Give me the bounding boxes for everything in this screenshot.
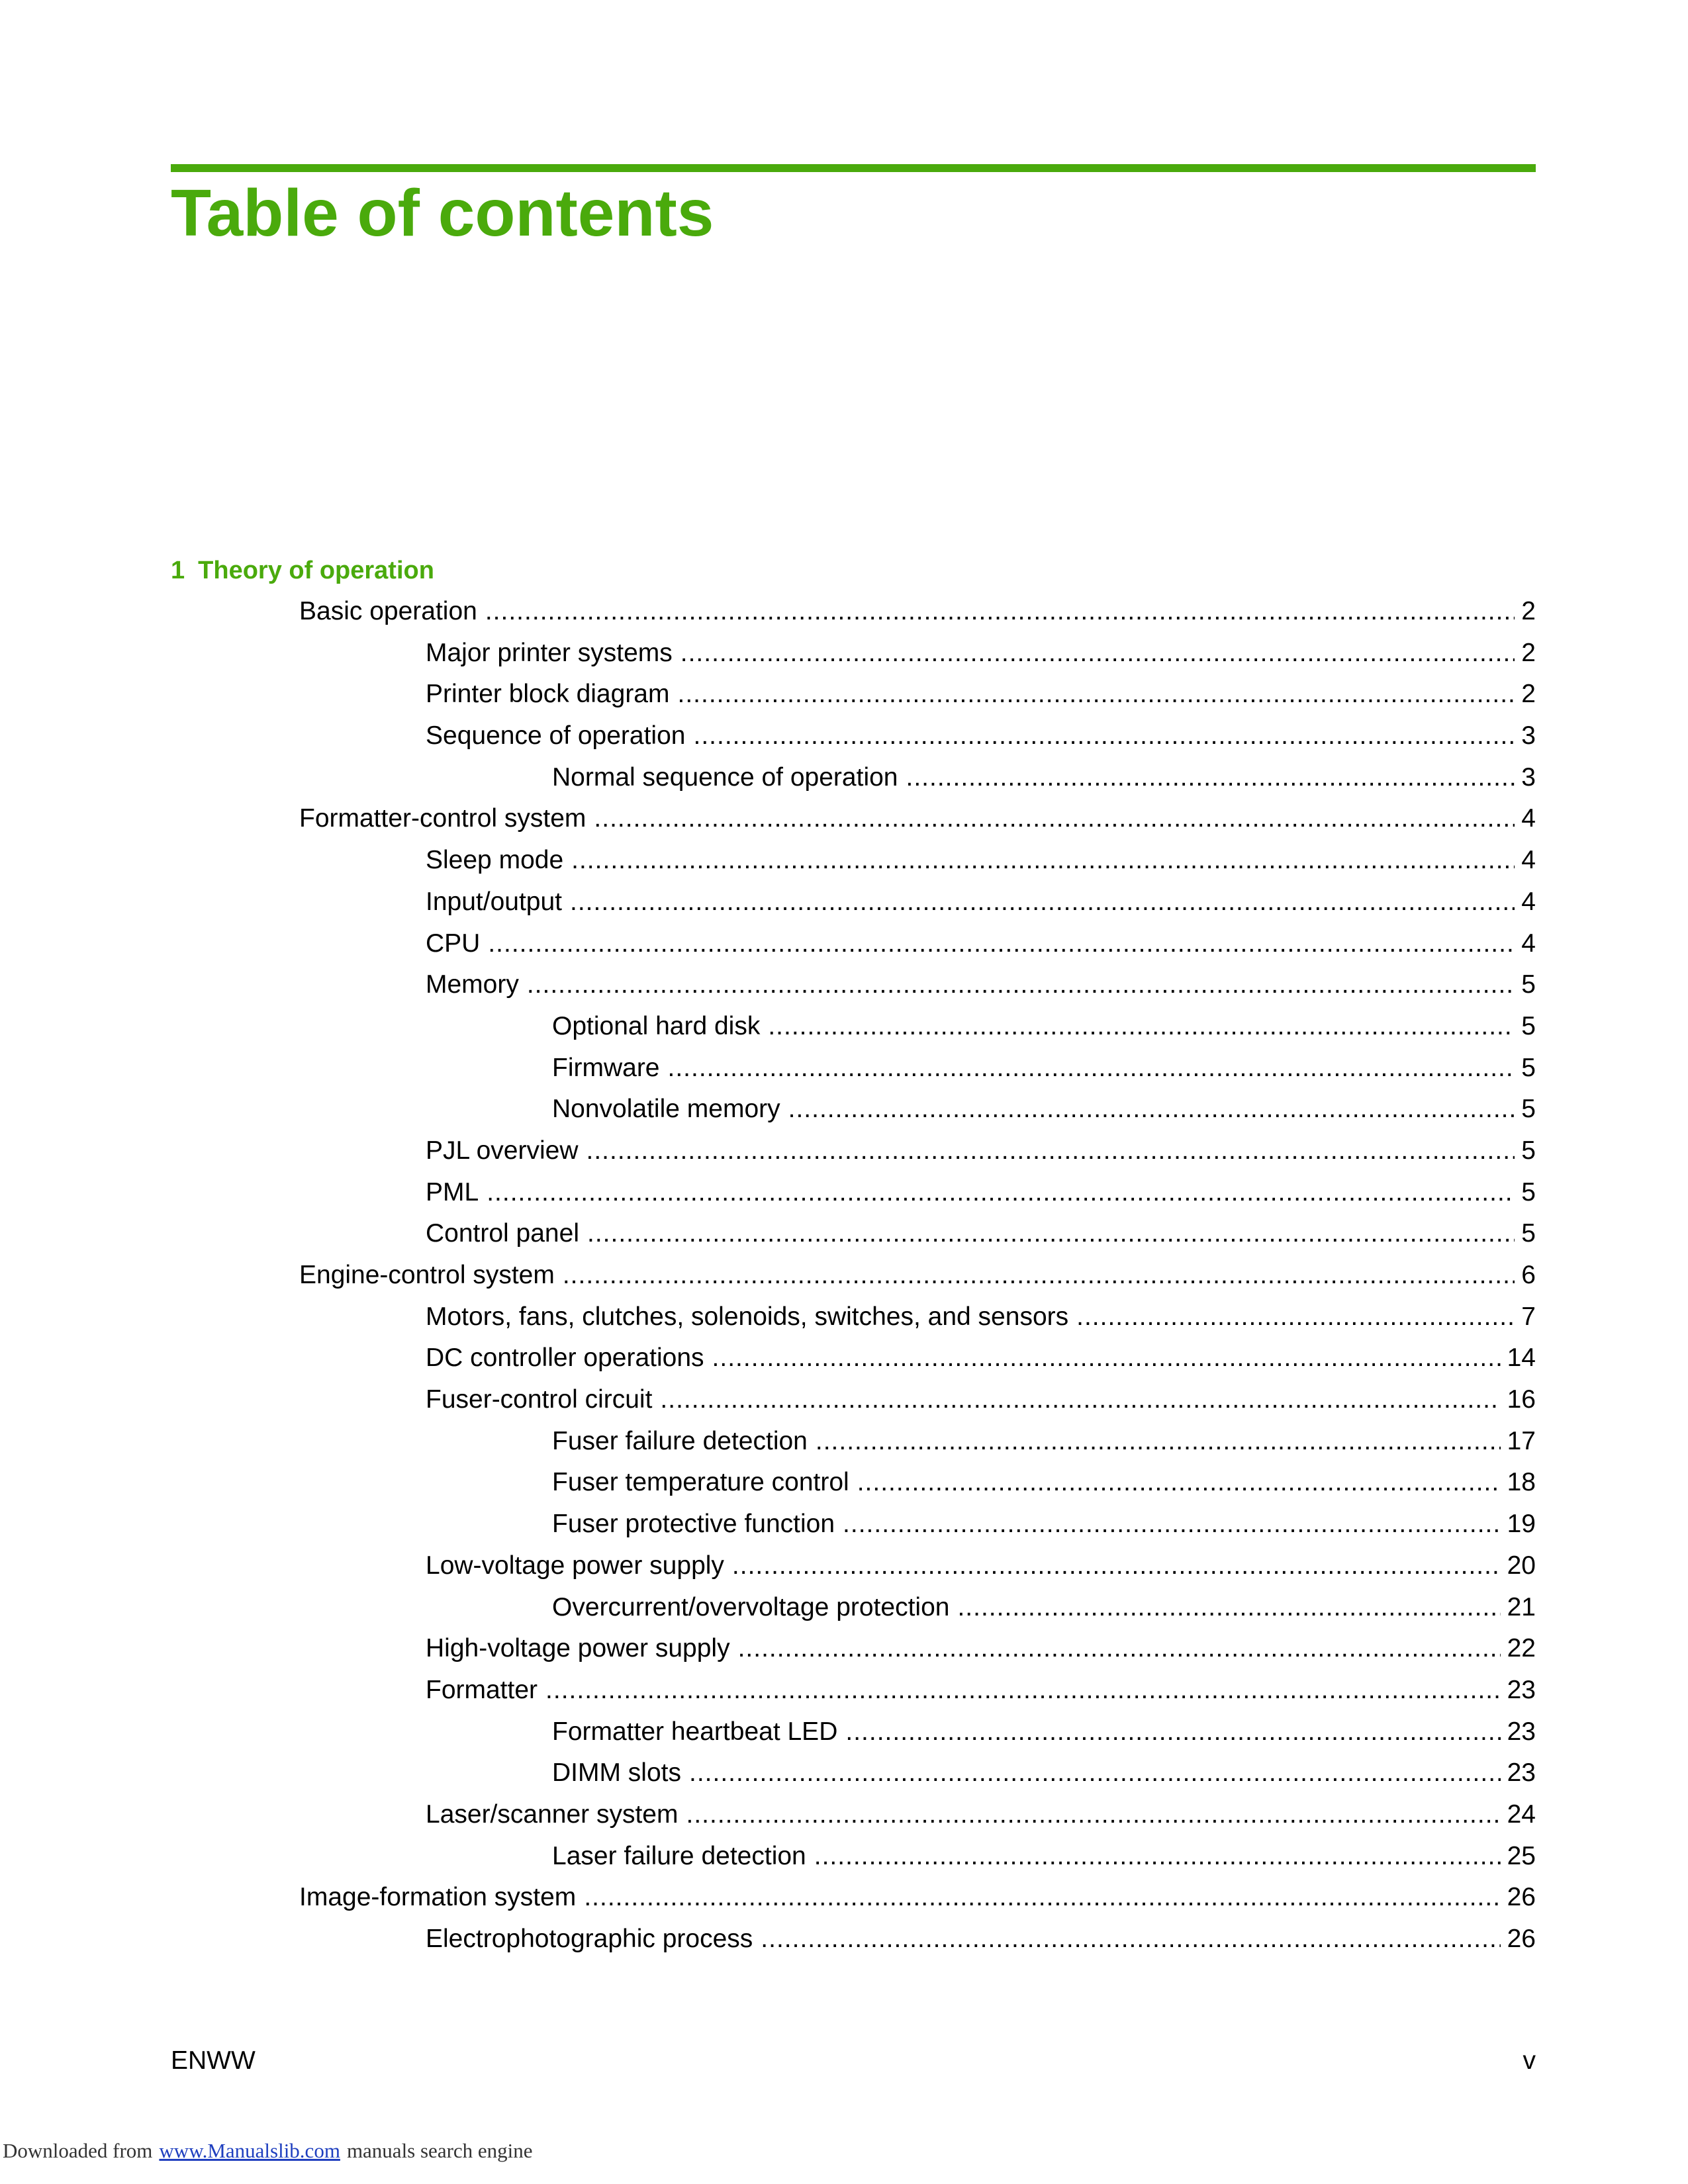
toc-entry-label: Nonvolatile memory <box>552 1095 780 1124</box>
toc-dot-leader <box>768 1009 1515 1044</box>
toc-dot-leader <box>594 801 1515 836</box>
toc-entry-label: Firmware <box>552 1053 660 1082</box>
toc-dot-leader <box>738 1631 1501 1666</box>
toc-entry-page: 3 <box>1521 762 1536 792</box>
toc-entry-page: 16 <box>1507 1385 1536 1414</box>
toc-entry[interactable] <box>0 1797 1536 1839</box>
toc-entry-label: Printer block diagram <box>426 680 670 709</box>
toc-entry-page: 20 <box>1507 1551 1536 1580</box>
toc-entry-page: 5 <box>1521 970 1536 999</box>
toc-entry-label: Optional hard disk <box>552 1011 761 1040</box>
toc-entry[interactable] <box>0 1009 1536 1051</box>
toc-entry-label: Formatter heartbeat LED <box>552 1717 838 1746</box>
toc-entry[interactable] <box>0 1134 1536 1175</box>
toc-dot-leader <box>563 1258 1515 1293</box>
toc-entry-page: 5 <box>1521 1053 1536 1082</box>
toc-entry-label: Sequence of operation <box>426 721 686 751</box>
toc-entry-page: 17 <box>1507 1426 1536 1455</box>
toc-entry-page: 5 <box>1521 1177 1536 1206</box>
toc-entry[interactable] <box>0 1756 1536 1797</box>
toc-entry[interactable] <box>0 843 1536 885</box>
toc-entry-label: DIMM slots <box>552 1758 681 1788</box>
download-note <box>3 2139 533 2163</box>
toc-entry[interactable] <box>0 1424 1536 1466</box>
toc-dot-leader <box>586 1134 1515 1168</box>
toc-dot-leader <box>668 1051 1515 1085</box>
toc-dot-leader <box>680 636 1515 670</box>
toc-entry[interactable] <box>0 1092 1536 1134</box>
toc-entry[interactable] <box>0 885 1536 927</box>
page-title: Table of contents <box>171 176 714 250</box>
toc-entry-page: 18 <box>1507 1468 1536 1497</box>
toc-dot-leader <box>677 677 1515 711</box>
toc-entry-page: 4 <box>1521 804 1536 833</box>
toc-entry[interactable] <box>0 1549 1536 1590</box>
chapter-number: 1 <box>171 557 185 584</box>
toc-entry-label: DC controller operations <box>426 1343 704 1373</box>
toc-entry-label: Fuser protective function <box>552 1510 835 1539</box>
toc-entry[interactable] <box>0 1715 1536 1756</box>
toc-entry-label: Image-formation system <box>299 1883 577 1912</box>
toc-dot-leader <box>689 1756 1501 1790</box>
toc-entry-label: Formatter-control system <box>299 804 586 833</box>
toc-entry-page: 5 <box>1521 1095 1536 1124</box>
toc-entry-label: Laser/scanner system <box>426 1799 679 1829</box>
toc-dot-leader <box>545 1673 1501 1707</box>
toc-entry-label: Fuser failure detection <box>552 1426 808 1455</box>
toc-entry-label: Formatter <box>426 1675 538 1704</box>
toc-entry[interactable] <box>0 1590 1536 1632</box>
toc-entry[interactable] <box>0 677 1536 719</box>
toc-dot-leader <box>788 1092 1515 1126</box>
toc-entry-page: 26 <box>1507 1925 1536 1953</box>
toc-entry[interactable] <box>0 594 1536 636</box>
toc-entry-label: Basic operation <box>299 597 477 625</box>
toc-entry[interactable] <box>0 1673 1536 1715</box>
toc-dot-leader <box>816 1424 1501 1459</box>
toc-entry-page: 23 <box>1507 1675 1536 1704</box>
toc-entry-label: Laser failure detection <box>552 1841 806 1870</box>
toc-entry-page: 6 <box>1521 1261 1536 1289</box>
toc-dot-leader <box>857 1465 1501 1500</box>
toc-dot-leader <box>570 885 1515 919</box>
toc-entry-label: CPU <box>426 929 481 958</box>
toc-entry-label: Sleep mode <box>426 846 564 875</box>
chapter-heading[interactable] <box>171 553 434 588</box>
toc-entry-label: Memory <box>426 970 519 999</box>
footer-left-label: ENWW <box>171 2046 256 2075</box>
toc-entry-page: 21 <box>1507 1592 1536 1621</box>
toc-entry-label: Overcurrent/overvoltage protection <box>552 1592 950 1621</box>
toc-entry-page: 4 <box>1521 846 1536 875</box>
toc-entry-page: 4 <box>1521 929 1536 958</box>
toc-entry-label: Fuser temperature control <box>552 1468 849 1497</box>
toc-entry-page: 14 <box>1507 1343 1536 1373</box>
toc-entry[interactable] <box>0 1216 1536 1258</box>
toc-entry-page: 3 <box>1521 721 1536 751</box>
toc-entry-page: 24 <box>1507 1799 1536 1829</box>
toc-dot-leader <box>584 1880 1500 1915</box>
toc-entry-label: Engine-control system <box>299 1261 555 1289</box>
toc-entry[interactable] <box>0 1631 1536 1673</box>
toc-dot-leader <box>814 1839 1501 1874</box>
footer-page-number: v <box>1523 2046 1536 2075</box>
toc-entry-label: Electrophotographic process <box>426 1925 753 1953</box>
toc-entry[interactable] <box>0 636 1536 678</box>
toc-entry[interactable] <box>0 1300 1536 1342</box>
toc-entry-page: 5 <box>1521 1011 1536 1040</box>
toc-entry-page: 19 <box>1507 1510 1536 1539</box>
toc-entry-page: 5 <box>1521 1219 1536 1248</box>
toc-entry[interactable] <box>0 1465 1536 1507</box>
toc-entry-label: PJL overview <box>426 1136 579 1165</box>
toc-dot-leader <box>660 1383 1500 1417</box>
toc-entry-label: Motors, fans, clutches, solenoids, switches, and sensors <box>426 1302 1069 1331</box>
toc-entry[interactable] <box>0 927 1536 968</box>
download-note-suffix: manuals search engine <box>346 2139 533 2162</box>
toc-entry[interactable] <box>0 968 1536 1009</box>
toc-entry[interactable] <box>0 1922 1536 1964</box>
toc-entry-page: 23 <box>1507 1758 1536 1788</box>
toc-entry-page: 4 <box>1521 887 1536 916</box>
toc-entry-label: Fuser-control circuit <box>426 1385 653 1414</box>
toc-entry-page: 5 <box>1521 1136 1536 1165</box>
toc-entry-page: 22 <box>1507 1634 1536 1663</box>
toc-dot-leader <box>761 1922 1500 1956</box>
toc-entry[interactable] <box>0 1051 1536 1093</box>
toc-entry[interactable] <box>0 801 1536 843</box>
toc-entry[interactable] <box>0 1383 1536 1424</box>
toc-entry[interactable] <box>0 1258 1536 1300</box>
toc-entry[interactable] <box>0 760 1536 802</box>
toc-dot-leader <box>488 927 1515 961</box>
toc-dot-leader <box>587 1216 1515 1251</box>
toc-entry[interactable] <box>0 1839 1536 1881</box>
toc-entry-label: Normal sequence of operation <box>552 762 898 792</box>
toc-entry-label: Major printer systems <box>426 638 673 667</box>
toc-dot-leader <box>686 1797 1501 1832</box>
toc-entry-page: 7 <box>1521 1302 1536 1331</box>
toc-entry-label: Low-voltage power supply <box>426 1551 724 1580</box>
toc-entry-page: 2 <box>1521 680 1536 709</box>
download-note-prefix: Downloaded from <box>3 2139 153 2162</box>
toc-dot-leader <box>693 719 1515 753</box>
toc-entry-label: PML <box>426 1177 479 1206</box>
toc-entry-page: 25 <box>1507 1841 1536 1870</box>
toc-entry[interactable] <box>0 719 1536 760</box>
toc-dot-leader <box>485 594 1515 629</box>
toc-entry-label: Control panel <box>426 1219 579 1248</box>
toc-entry[interactable] <box>0 1880 1536 1922</box>
toc-dot-leader <box>732 1549 1501 1583</box>
toc-entry-label: Input/output <box>426 887 563 916</box>
toc-dot-leader <box>527 968 1515 1002</box>
toc-dot-leader <box>843 1507 1501 1541</box>
toc-dot-leader <box>571 843 1515 878</box>
toc-dot-leader <box>487 1175 1515 1210</box>
toc-entry[interactable] <box>0 1507 1536 1549</box>
toc-dot-leader <box>712 1341 1501 1375</box>
toc-dot-leader <box>957 1590 1500 1625</box>
toc-dot-leader <box>1076 1300 1515 1334</box>
toc-dot-leader <box>906 760 1515 795</box>
toc-list <box>0 594 1536 1964</box>
title-rule <box>171 164 1536 172</box>
toc-entry-page: 2 <box>1521 597 1536 625</box>
toc-entry-page: 23 <box>1507 1717 1536 1746</box>
chapter-title: Theory of operation <box>198 557 434 584</box>
toc-entry-page: 26 <box>1507 1883 1536 1912</box>
toc-entry-page: 2 <box>1521 638 1536 667</box>
toc-dot-leader <box>845 1715 1500 1749</box>
toc-entry[interactable] <box>0 1341 1536 1383</box>
toc-entry[interactable] <box>0 1175 1536 1217</box>
toc-entry-label: High-voltage power supply <box>426 1634 730 1663</box>
manualslib-link[interactable]: www.Manualslib.com <box>159 2139 340 2162</box>
